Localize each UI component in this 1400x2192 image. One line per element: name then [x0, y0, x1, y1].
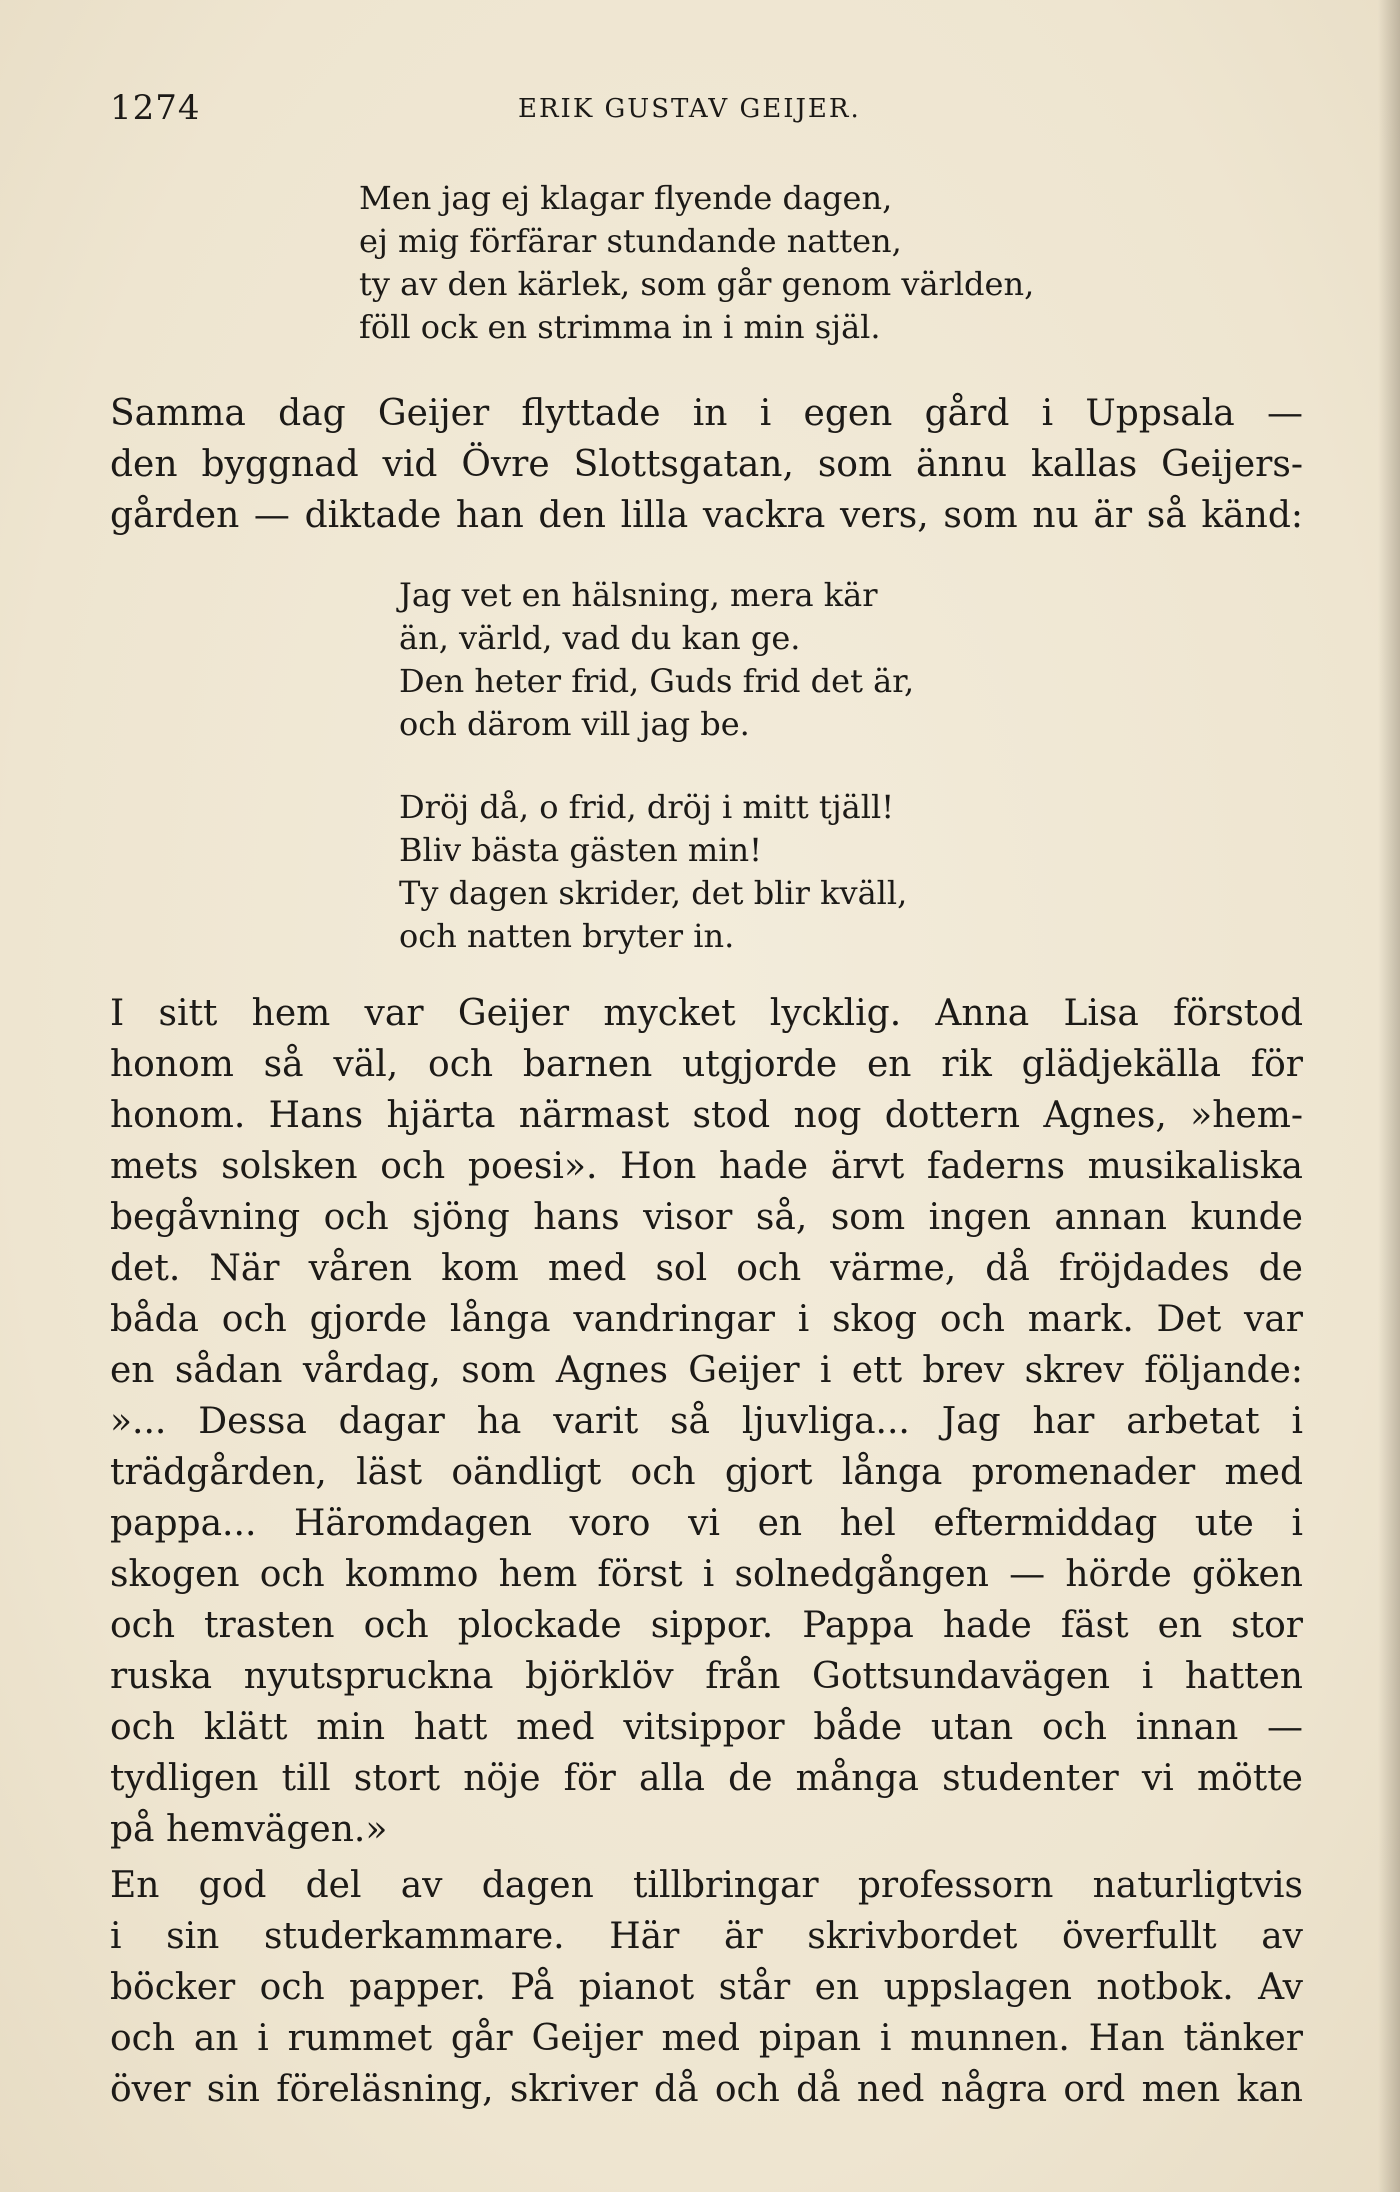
- text-line: i sin studerkammare. Här är skrivbordet överfullt av: [110, 1916, 1303, 1957]
- poem-line: Ty dagen skrider, det blir kväll,: [399, 874, 908, 912]
- running-title: ERIK GUSTAV GEIJER.: [518, 94, 861, 124]
- text-line: och trasten och plockade sippor. Pappa hade fäst en stor: [110, 1605, 1303, 1646]
- poem-line: Bliv bästa gästen min!: [399, 831, 762, 869]
- text-line: böcker och papper. På pianot står en uppslagen notbok. Av: [110, 1967, 1303, 2008]
- paragraph-2: [110, 988, 1303, 1855]
- poem-line: föll ock en strimma in i min själ.: [359, 308, 881, 346]
- page-number: 1274: [110, 88, 201, 128]
- paragraph-1: [110, 388, 1303, 541]
- poem-line: ty av den kärlek, som går genom världen,: [359, 265, 1035, 303]
- poem-2-stanza-2: [399, 786, 907, 958]
- poem-line: och natten bryter in.: [399, 917, 735, 955]
- paragraph-3: [110, 1860, 1303, 2115]
- poem-line: Jag vet en hälsning, mera kär: [399, 576, 878, 614]
- text-line: honom så väl, och barnen utgjorde en rik glädjekälla för: [110, 1044, 1303, 1085]
- text-line: honom. Hans hjärta närmast stod nog dottern Agnes, »hem-: [110, 1095, 1303, 1136]
- text-line: och an i rummet går Geijer med pipan i munnen. Han tänker: [110, 2018, 1303, 2059]
- poem-1: [359, 177, 1034, 349]
- text-line: »... Dessa dagar ha varit så ljuvliga... Jag har arbetat i: [110, 1401, 1303, 1442]
- text-line: mets solsken och poesi». Hon hade ärvt faderns musikaliska: [110, 1146, 1303, 1187]
- text-line: Samma dag Geijer flyttade in i egen gård i Uppsala —: [110, 393, 1303, 434]
- text-line: skogen och kommo hem först i solnedgången — hörde göken: [110, 1554, 1303, 1595]
- text-line: ruska nyutspruckna björklöv från Gottsundavägen i hatten: [110, 1656, 1303, 1697]
- poem-line: Dröj då, o frid, dröj i mitt tjäll!: [399, 788, 895, 826]
- text-line: över sin föreläsning, skriver då och då ned några ord men kan: [110, 2069, 1303, 2110]
- text-line: En god del av dagen tillbringar professorn naturligtvis: [110, 1865, 1303, 1906]
- text-line: på hemvägen.»: [110, 1809, 388, 1850]
- text-line: gården — diktade han den lilla vackra vers, som nu är så känd:: [110, 495, 1303, 536]
- text-line: tydligen till stort nöje för alla de många studenter vi mötte: [110, 1758, 1303, 1799]
- page-edge-shadow: [1378, 0, 1400, 2192]
- text-line: den byggnad vid Övre Slottsgatan, som ännu kallas Geijers-: [110, 444, 1303, 485]
- text-line: det. När våren kom med sol och värme, då fröjdades de: [110, 1248, 1303, 1289]
- running-head: [110, 88, 1310, 132]
- poem-2-stanza-1: [399, 574, 914, 746]
- poem-line: och därom vill jag be.: [399, 705, 750, 743]
- text-line: en sådan vårdag, som Agnes Geijer i ett brev skrev följande:: [110, 1350, 1303, 1391]
- text-line: båda och gjorde långa vandringar i skog och mark. Det var: [110, 1299, 1303, 1340]
- poem-line: Den heter frid, Guds frid det är,: [399, 662, 915, 700]
- poem-line: Men jag ej klagar flyende dagen,: [359, 179, 893, 217]
- text-line: pappa... Häromdagen voro vi en hel eftermiddag ute i: [110, 1503, 1303, 1544]
- text-line: och klätt min hatt med vitsippor både utan och innan —: [110, 1707, 1303, 1748]
- text-line: trädgården, läst oändligt och gjort långa promenader med: [110, 1452, 1303, 1493]
- poem-line: än, värld, vad du kan ge.: [399, 619, 801, 657]
- text-line: begåvning och sjöng hans visor så, som ingen annan kunde: [110, 1197, 1303, 1238]
- text-line: I sitt hem var Geijer mycket lycklig. Anna Lisa förstod: [110, 993, 1303, 1034]
- poem-line: ej mig förfärar stundande natten,: [359, 222, 902, 260]
